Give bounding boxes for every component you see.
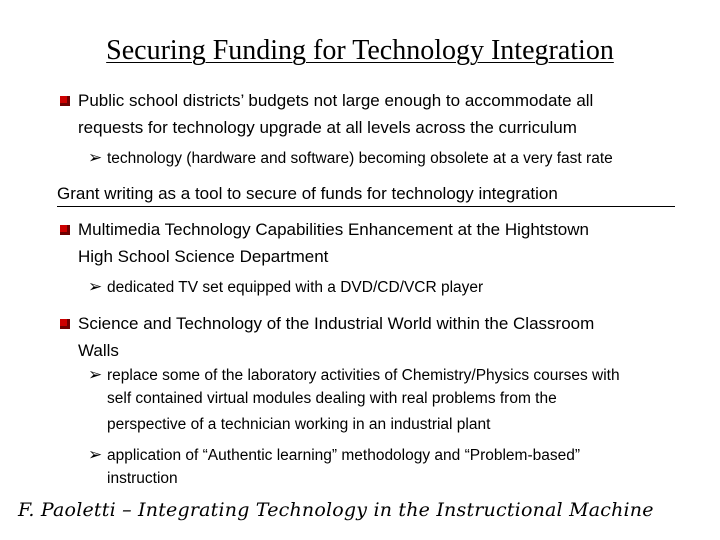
bullet-3-line-2: Walls [78,341,119,360]
bullet-3-sub-1-line-2: self contained virtual modules dealing with real problems from the [107,390,557,407]
arrow-bullet-icon: ➢ [88,277,103,297]
square-bullet-icon [60,225,70,235]
footer-credit: F. Paoletti – Integrating Technology in the Instructional Machine [18,499,654,521]
arrow-bullet-icon: ➢ [88,148,103,168]
square-bullet-icon [60,319,70,329]
bullet-3-sub-2-line-1: application of “Authentic learning” methodology and “Problem-based” [107,447,581,464]
slide-title-text: Securing Funding for Technology Integration [106,35,614,66]
bullet-1-line-1: Public school districts’ budgets not large enough to accommodate all [78,91,594,110]
arrow-bullet-icon: ➢ [88,365,103,385]
bullet-2-line-2: High School Science Department [78,247,329,266]
grant-heading: Grant writing as a tool to secure of funds for technology integration [57,184,558,203]
bullet-3-sub-1-line-3: perspective of a technician working in an industrial plant [107,416,491,433]
bullet-3-sub-1-line-1: replace some of the laboratory activities of Chemistry/Physics courses with [107,367,620,384]
bullet-1-line-2: requests for technology upgrade at all levels across the curriculum [78,118,577,137]
grant-heading-rule [57,206,675,207]
bullet-3-sub-2-line-2: instruction [107,470,178,487]
slide-title [0,34,720,68]
bullet-2-line-1: Multimedia Technology Capabilities Enhancement at the Hightstown [78,220,589,239]
square-bullet-icon [60,96,70,106]
bullet-3-line-1: Science and Technology of the Industrial World within the Classroom [78,314,595,333]
bullet-2-sub-1: dedicated TV set equipped with a DVD/CD/VCR player [107,279,484,296]
arrow-bullet-icon: ➢ [88,445,103,465]
bullet-1-sub-1: technology (hardware and software) becoming obsolete at a very fast rate [107,150,613,167]
